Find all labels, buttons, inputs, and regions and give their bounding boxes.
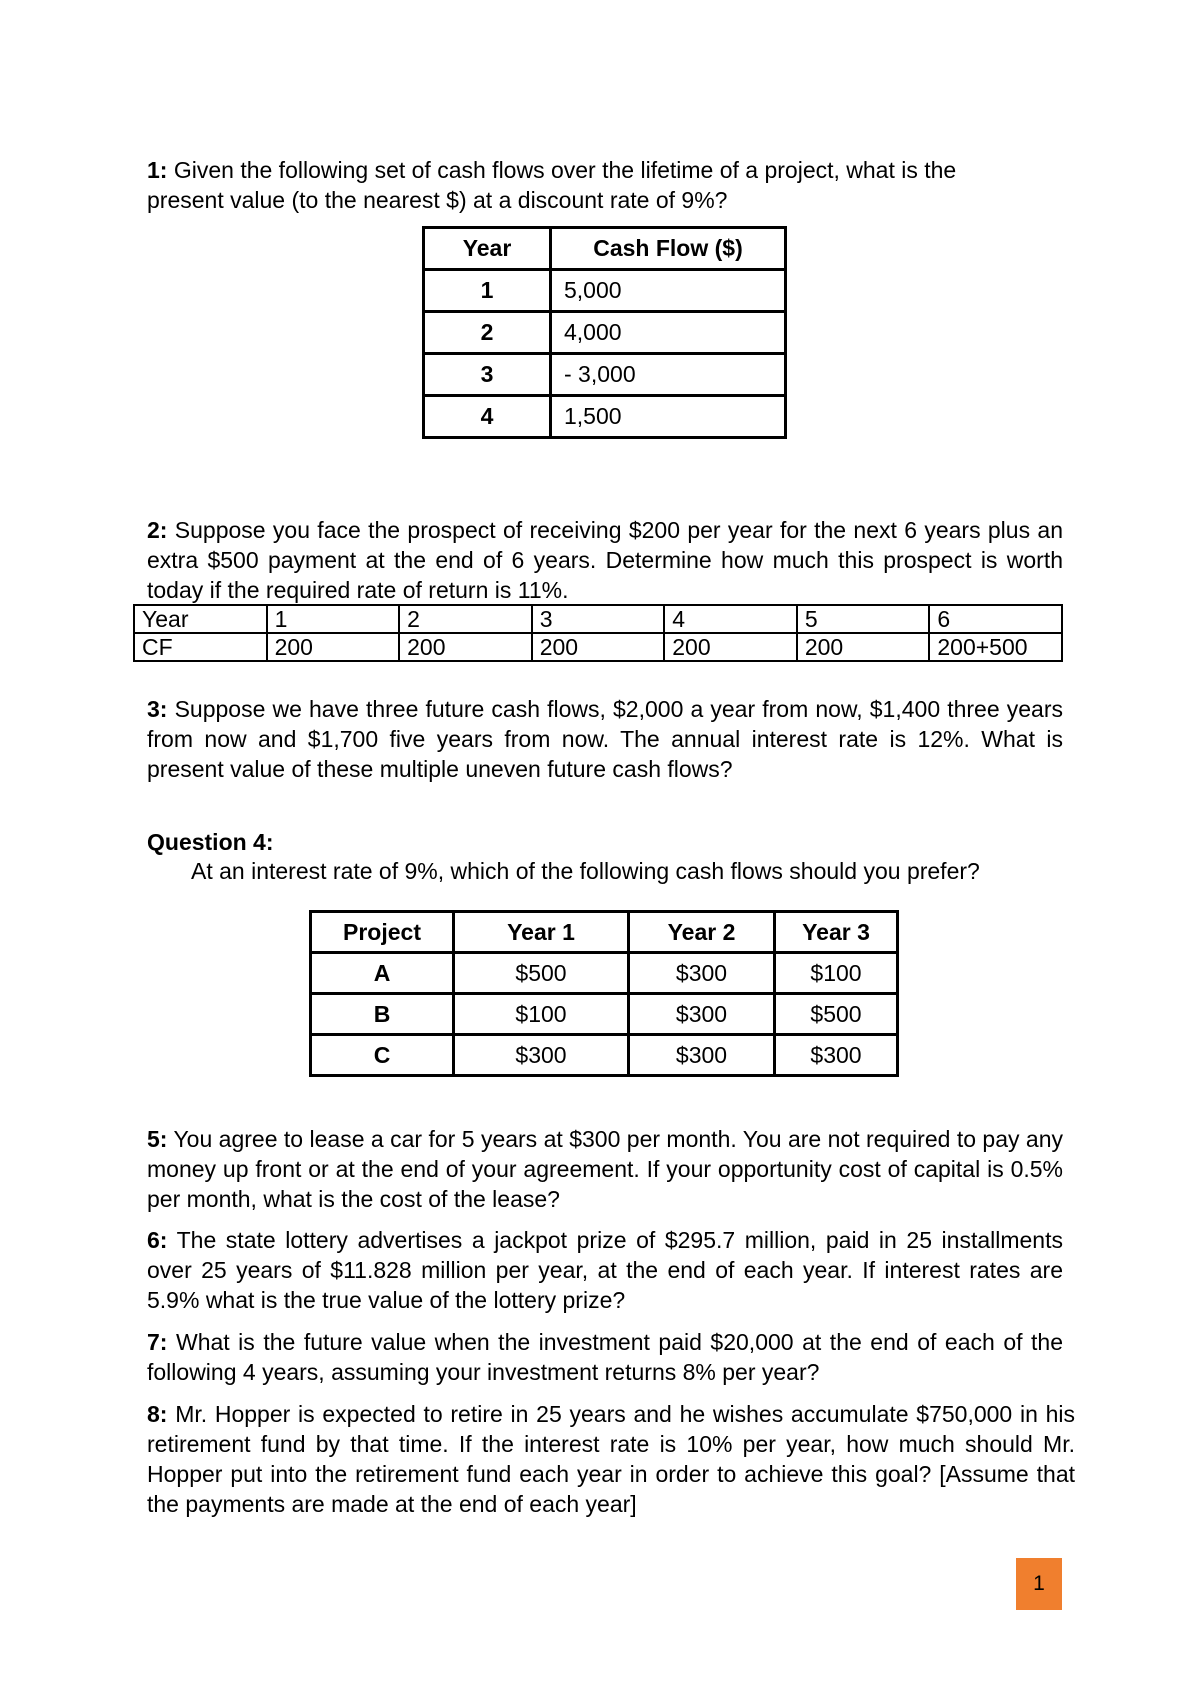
cash-flow-cell: 4,000 <box>551 312 786 354</box>
question-1 <box>147 155 1027 215</box>
cash-flow-cell: 5,000 <box>551 270 786 312</box>
table-cell: 200 <box>797 633 930 661</box>
question-1-text: Given the following set of cash flows over the lifetime of a project, what is the present value (to the nearest $) at a discount rate of 9%? <box>147 157 957 213</box>
question-7-number: 7: <box>147 1329 168 1355</box>
table-cell: 200 <box>664 633 797 661</box>
projects-table <box>309 910 899 1077</box>
table-cell: 5 <box>797 605 930 633</box>
question-2-text: Suppose you face the prospect of receiving $200 per year for the next 6 years plus an extra $500 payment at the end of 6 years. Determine how much this prospect is worth today if the required rate of return is 11%. <box>147 517 1063 603</box>
table-cell: 200 <box>399 633 532 661</box>
question-8-number: 8: <box>147 1401 168 1427</box>
project-cell: A <box>311 953 454 994</box>
table-cell: 4 <box>664 605 797 633</box>
table-cell: $300 <box>629 1035 775 1076</box>
header-year-1: Year 1 <box>454 912 629 953</box>
table-row <box>311 953 898 994</box>
table-cell: $500 <box>454 953 629 994</box>
table-row <box>424 270 786 312</box>
question-7 <box>147 1327 1063 1387</box>
question-3-text: Suppose we have three future cash flows, $2,000 a year from now, $1,400 three years from now and $1,700 five years from now. The annual interest rate is 12%. What is present value of these multiple uneven future cash flows? <box>147 696 1063 782</box>
table-cell: 1 <box>267 605 400 633</box>
table-row <box>311 994 898 1035</box>
project-cell: B <box>311 994 454 1035</box>
table-row <box>134 605 1062 633</box>
table-row <box>311 1035 898 1076</box>
table-cell: $300 <box>775 1035 898 1076</box>
table-cell: $500 <box>775 994 898 1035</box>
project-cell: C <box>311 1035 454 1076</box>
question-4-text <box>191 856 1071 886</box>
table-cell: 3 <box>532 605 665 633</box>
table-cell: $100 <box>454 994 629 1035</box>
question-2-number: 2: <box>147 517 168 543</box>
question-1-number: 1: <box>147 157 168 183</box>
table-cell: $300 <box>629 994 775 1035</box>
question-5-number: 5: <box>147 1126 168 1152</box>
cash-flow-table <box>422 226 787 439</box>
table-cell: 200 <box>267 633 400 661</box>
table-cell: 2 <box>399 605 532 633</box>
year-cell: 4 <box>424 396 551 438</box>
year-cell: 2 <box>424 312 551 354</box>
question-4-body: At an interest rate of 9%, which of the following cash flows should you prefer? <box>191 858 980 884</box>
table-header-row <box>311 912 898 953</box>
table-cell: $300 <box>629 953 775 994</box>
header-year-2: Year 2 <box>629 912 775 953</box>
question-7-text: What is the future value when the investment paid $20,000 at the end of each of the following 4 years, assuming your investment returns 8% per year? <box>147 1329 1063 1385</box>
table-cell: $300 <box>454 1035 629 1076</box>
table-cell: 200+500 <box>929 633 1062 661</box>
table-cell: 6 <box>929 605 1062 633</box>
table-row <box>424 396 786 438</box>
cash-flow-cell: 1,500 <box>551 396 786 438</box>
year-cell: 3 <box>424 354 551 396</box>
table-cell: $100 <box>775 953 898 994</box>
table-cell: Year <box>134 605 267 633</box>
question-8 <box>147 1399 1075 1519</box>
page-number: 1 <box>1016 1558 1062 1610</box>
table-row <box>424 354 786 396</box>
table-cell: CF <box>134 633 267 661</box>
cash-flow-cell: - 3,000 <box>551 354 786 396</box>
question-6-text: The state lottery advertises a jackpot prize of $295.7 million, paid in 25 installments over 25 years of $11.828 million per year, at the end of each year. If interest rates are 5.9% what is the true value of the lottery prize? <box>147 1227 1063 1313</box>
question-6-number: 6: <box>147 1227 168 1253</box>
question-3-number: 3: <box>147 696 168 722</box>
header-year-3: Year 3 <box>775 912 898 953</box>
question-2 <box>147 515 1063 605</box>
question-4-heading <box>147 827 274 857</box>
header-cash-flow: Cash Flow ($) <box>551 228 786 270</box>
header-project: Project <box>311 912 454 953</box>
table-row <box>134 633 1062 661</box>
header-year: Year <box>424 228 551 270</box>
question-4-heading-text: Question 4: <box>147 829 274 855</box>
annuity-table <box>133 604 1063 662</box>
table-cell: 200 <box>532 633 665 661</box>
question-6 <box>147 1225 1063 1315</box>
table-header-row <box>424 228 786 270</box>
question-8-text: Mr. Hopper is expected to retire in 25 years and he wishes accumulate $750,000 in his retirement fund by that time. If the interest rate is 10% per year, how much should Mr. Hopper put into the retirement fund each year in order to achieve this goal? [Assume that the payments are made at the end of each year] <box>147 1401 1075 1517</box>
question-3 <box>147 694 1063 784</box>
question-5-text: You agree to lease a car for 5 years at $300 per month. You are not required to pay any money up front or at the end of your agreement. If your opportunity cost of capital is 0.5% per month, what is the cost of the lease? <box>147 1126 1063 1212</box>
year-cell: 1 <box>424 270 551 312</box>
table-row <box>424 312 786 354</box>
question-5 <box>147 1124 1063 1214</box>
